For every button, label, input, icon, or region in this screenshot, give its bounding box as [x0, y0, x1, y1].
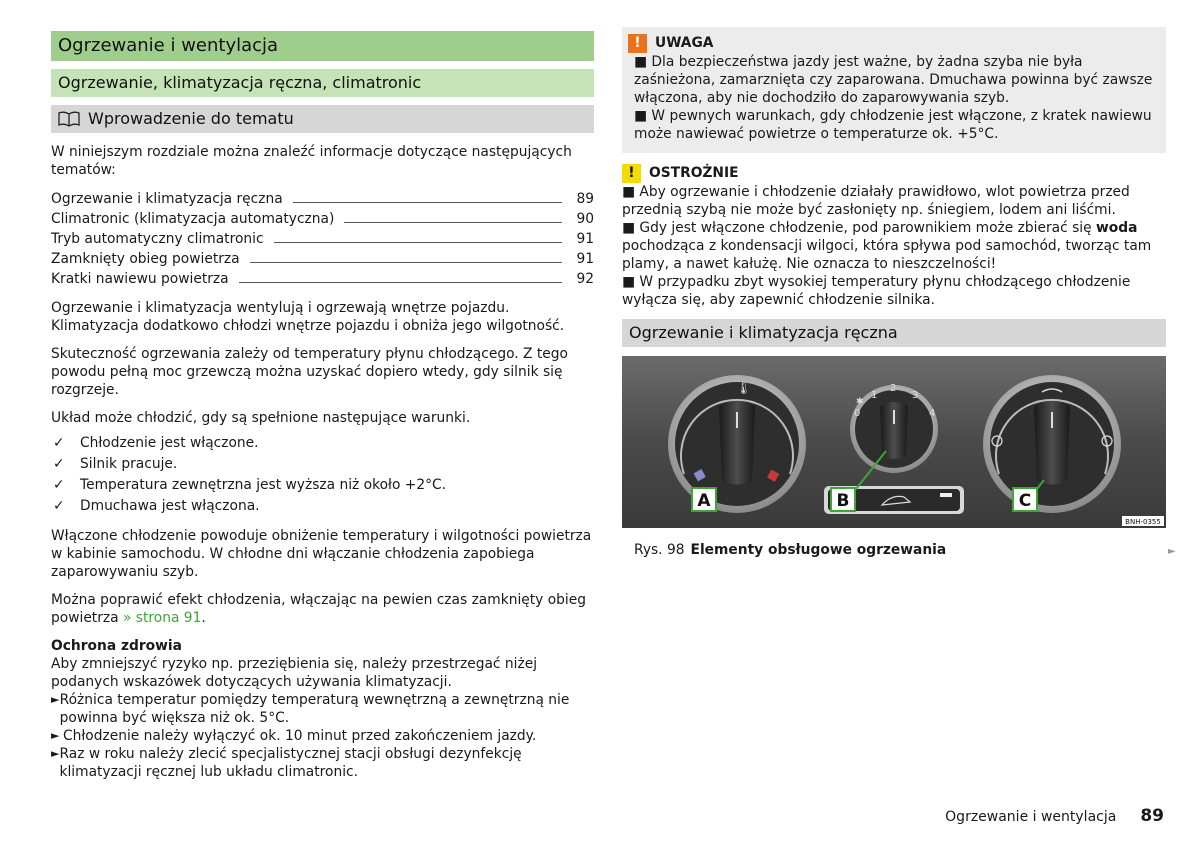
continue-arrow-icon: ► — [1168, 546, 1176, 557]
figure-caption — [622, 542, 1166, 558]
svg-text:A: A — [697, 491, 711, 511]
indicator-light — [940, 493, 952, 497]
list-item: ► Różnica temperatur pomiędzy temperaturą wewnętrzną a zewnętrzną nie powinna być większa niż ok. 5°C. — [51, 692, 570, 726]
warning-item: ■ Dla bezpieczeństwa jazdy jest ważne, by żadna szyba nie była zaśnieżona, zamarznięta czy zaparowana. Dmuchawa powinna być zawsze włączona, aby nie dochodziło do zaparowywania szyb. — [634, 54, 1153, 106]
fan-number: 0 — [854, 408, 861, 419]
paragraph-recirculation: Można poprawić efekt chłodzenia, włączając na pewien czas zamknięty obieg powietrza » strona 91. — [51, 592, 586, 626]
warning-box — [622, 27, 1166, 153]
footer-section: Ogrzewanie i wentylacja — [945, 809, 1117, 825]
page-link[interactable]: » strona 91 — [122, 610, 202, 626]
page-number: 89 — [1140, 806, 1164, 826]
temperature-dial[interactable] — [668, 375, 806, 513]
check-icon: ✓ — [53, 435, 65, 451]
warning-icon: ! — [628, 34, 647, 53]
paragraph-heating-efficiency: Skuteczność ogrzewania zależy od temperatury płynu chłodzącego. Z tego powodu pełną moc grzewczą można uzyskać dopiero wtedy, gdy silnik się rozgrzeje. — [51, 346, 568, 398]
label-b — [831, 488, 855, 511]
caution-item: ■ W przypadku zbyt wysokiej temperatury płynu chłodzącego chłodzenie wyłącza się, aby zapewnić chłodzenie silnika. — [622, 274, 1131, 308]
warning-header: ! UWAGA — [628, 33, 1156, 53]
svg-text:B: B — [836, 491, 850, 511]
page-footer — [945, 806, 1164, 826]
intro-paragraph: W niniejszym rozdziale można znaleźć informacje dotyczące następujących tematów: — [51, 144, 572, 178]
caution-icon: ! — [622, 164, 641, 183]
label-a — [692, 488, 716, 511]
air-distribution-dial[interactable] — [983, 375, 1121, 513]
label-c — [1013, 488, 1037, 511]
heating-controls-figure — [622, 356, 1166, 528]
list-item: ✓ Silnik pracuje. — [51, 454, 594, 475]
list-item: ✓ Dmuchawa jest włączona. — [51, 496, 594, 517]
list-item: ✓ Temperatura zewnętrzna jest wyższa niż około +2°C. — [51, 475, 594, 496]
check-icon: ✓ — [53, 477, 65, 493]
paragraph-conditions: Układ może chłodzić, gdy są spełnione następujące warunki. — [51, 410, 471, 426]
caution-header: ! OSTROŻNIE — [622, 163, 1166, 183]
thermometer-icon: 🌡 — [736, 381, 752, 395]
section-title: Ogrzewanie, klimatyzacja ręczna, climatronic — [51, 69, 594, 97]
section-title-manual-ac: Ogrzewanie i klimatyzacja ręczna — [622, 319, 1166, 347]
fan-number: 3 — [912, 390, 919, 401]
caution-item: ■ Gdy jest włączone chłodzenie, pod parownikiem może zbierać się woda pochodząca z kondensacji wilgoci, która spływa pod samochód, tworząc tam plamy, a nawet kałużę. Nie oznacza to nieszczelności! — [622, 220, 1152, 272]
table-of-contents — [51, 189, 594, 289]
fan-number: 2 — [890, 383, 897, 394]
toc-item[interactable]: Climatronic (klimatyzacja automatyczna) 90 — [51, 211, 594, 227]
list-item: ► Raz w roku należy zlecić specjalistycznej stacji obsługi dezynfekcję klimatyzacji ręcznej lub układu climatronic. — [51, 746, 522, 780]
figure-code: BNH-0355 — [1125, 518, 1161, 526]
warning-item: ■ W pewnych warunkach, gdy chłodzenie jest włączone, z kratek nawiewu może nawiewać powietrze o temperaturze ok. +5°C. — [634, 108, 1152, 142]
fan-number: 4 — [929, 408, 936, 419]
check-icon: ✓ — [53, 456, 65, 472]
toc-item[interactable]: Tryb automatyczny climatronic 91 — [51, 231, 594, 247]
right-column — [622, 27, 1166, 558]
caption-number: Rys. 98 — [634, 542, 685, 558]
triangle-bullet-icon: ► — [51, 729, 60, 742]
triangle-bullet-icon: ► — [51, 693, 60, 706]
fan-icon: ✱ — [856, 397, 864, 407]
toc-item[interactable]: Ogrzewanie i klimatyzacja ręczna 89 — [51, 191, 594, 207]
paragraph-cooling-effect: Włączone chłodzenie powoduje obniżenie temperatury i wilgotności powietrza w kabinie samochodu. W chłodne dni włączanie chłodzenia zapobiega zaparowywaniu szyb. — [51, 528, 592, 580]
left-column — [51, 31, 594, 781]
subsection-title-text: Wprowadzenie do tematu — [88, 109, 294, 128]
conditions-list — [51, 433, 594, 517]
book-icon — [58, 111, 80, 127]
subsection-title — [51, 105, 594, 133]
triangle-bullet-icon: ► — [51, 747, 60, 760]
health-paragraph: Aby zmniejszyć ryzyko np. przeziębienia się, należy przestrzegać niżej podanych wskazówek dotyczących używania klimatyzacji. — [51, 656, 538, 690]
check-icon: ✓ — [53, 498, 65, 514]
toc-item[interactable]: Zamknięty obieg powietrza 91 — [51, 251, 594, 267]
chapter-title: Ogrzewanie i wentylacja — [51, 31, 594, 61]
caption-text: Elementy obsługowe ogrzewania — [690, 542, 947, 558]
health-title: Ochrona zdrowia — [51, 638, 182, 654]
svg-text:C: C — [1018, 491, 1032, 511]
list-item: ✓ Chłodzenie jest włączone. — [51, 433, 594, 454]
toc-item[interactable]: Kratki nawiewu powietrza 92 — [51, 271, 594, 287]
fan-number: 1 — [871, 390, 878, 401]
caution-item: ■ Aby ogrzewanie i chłodzenie działały prawidłowo, wlot powietrza przed przednią szybą nie może być zasłonięty np. śniegiem, lodem ani liśćmi. — [622, 184, 1130, 218]
list-item: ► Chłodzenie należy wyłączyć ok. 10 minut przed zakończeniem jazdy. — [51, 728, 537, 744]
paragraph-ac-function: Ogrzewanie i klimatyzacja wentylują i ogrzewają wnętrze pojazdu. Klimatyzacja dodatkowo chłodzi wnętrze pojazdu i obniża jego wilgotność. — [51, 300, 565, 334]
